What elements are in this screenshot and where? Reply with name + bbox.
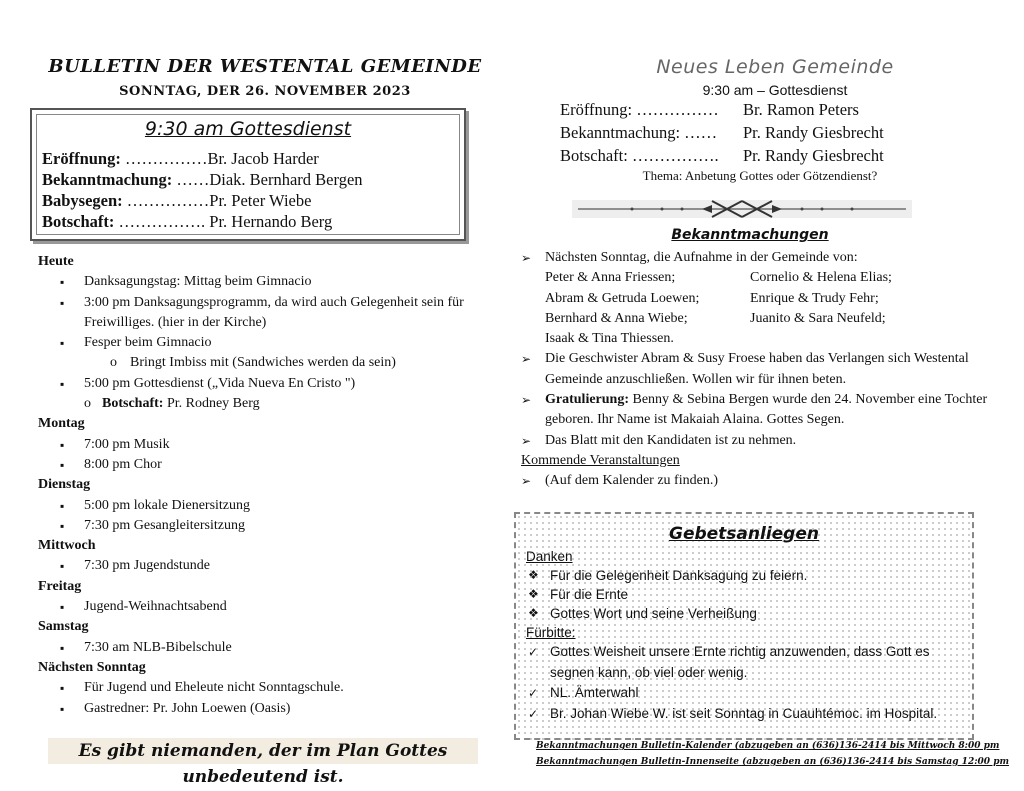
nl-person: Pr. Randy Giesbrecht — [743, 123, 884, 142]
schedule-item: ▪ Gastredner: Pr. John Loewen (Oasis) — [38, 699, 498, 719]
service-label: Babysegen: — [42, 191, 123, 210]
thanks-item: ❖ Für die Gelegenheit Danksagung zu feiern. — [526, 566, 966, 585]
thanks-item: ❖ Gottes Wort und seine Verheißung — [526, 604, 966, 623]
service-row-eroeffnung — [42, 149, 319, 169]
service-person: Pr. Hernando Berg — [205, 212, 333, 231]
events-heading: Kommende Veranstaltungen — [521, 452, 680, 468]
schedule-item: ▪ 7:00 pm Musik — [38, 435, 498, 455]
family-name: Cornelio & Helena Elias; — [750, 270, 892, 286]
schedule-item: ▪ Jugend-Weihnachtsabend — [38, 597, 498, 617]
family-name: Enrique & Trudy Fehr; — [750, 290, 879, 306]
prayer-title: Gebetsanliegen — [669, 524, 819, 544]
family-name: Abram & Getruda Loewen; — [545, 290, 700, 306]
day-heading: Dienstag — [38, 477, 91, 493]
service-heading: 9:30 am Gottesdienst — [144, 118, 352, 140]
nl-role: Eröffnung: …………… — [560, 100, 719, 119]
schedule-subitem: o Bringt Imbiss mit (Sandwiches werden da sein) — [38, 353, 498, 373]
family-name: Bernhard & Anna Wiebe; — [545, 310, 688, 326]
nl-role: Botschaft: ……………. — [560, 146, 719, 165]
schedule-item: ▪ Für Jugend und Eheleute nicht Sonntagschule. — [38, 678, 498, 698]
service-row-bekanntmachung — [42, 170, 363, 190]
motto-banner: Es gibt niemanden, der im Plan Gottes unbedeutend ist. — [48, 738, 478, 764]
day-heading: Mittwoch — [38, 538, 96, 554]
day-heading: Montag — [38, 416, 85, 432]
schedule-item: ▪ 7:30 pm Gesangleitersitzung — [38, 516, 498, 536]
prayer-heading-fuerbitte: Fürbitte: — [526, 625, 576, 640]
announcement-item — [521, 248, 991, 349]
divider-ornament — [572, 198, 912, 220]
weekly-schedule — [38, 252, 498, 719]
subitem-label: Botschaft: — [102, 396, 164, 412]
schedule-item: ▪ 3:00 pm Danksagungsprogramm, da wird auch Gelegenheit sein für Freiwilliges. (hier in der Kirche) — [38, 293, 498, 334]
announcement-item: ➢ (Auf dem Kalender zu finden.) — [521, 471, 991, 491]
announcement-item: ➢ Die Geschwister Abram & Susy Froese haben das Verlangen sich Westental Gemeinde anzuschließen. Wollen wir für ihnen beten. — [521, 349, 991, 390]
day-heading: Samstag — [38, 619, 89, 635]
schedule-item: ▪ 5:00 pm Gottesdienst („Vida Nueva En Cristo ") — [38, 374, 498, 394]
intercession-item: ✓ NL. Ämterwahl — [526, 683, 966, 704]
intercession-item: ✓ Br. Johan Wiebe W. ist seit Sonntag in Cuauhtémoc. im Hospital. — [526, 704, 966, 725]
thanks-item: ❖ Für die Ernte — [526, 585, 966, 604]
service-dots: …………… — [122, 191, 210, 210]
prayer-body — [526, 547, 966, 724]
family-list — [545, 268, 991, 349]
service-row-babysegen — [42, 191, 311, 211]
service-box — [30, 108, 466, 241]
day-heading: Freitag — [38, 578, 82, 594]
announcement-text: Benny & Sebina Bergen wurde den 24. November eine Tochter geboren. Ihr Name ist Makaiah Alaina. Gottes Segen. — [545, 392, 988, 428]
footer-note-calendar: Bekanntmachungen Bulletin-Kalender (abzugeben an (636)136-2414 bis Mittwoch 8:00 pm — [536, 741, 1000, 751]
sermon-theme: Thema: Anbetung Gottes oder Götzendienst? — [642, 168, 878, 183]
service-label: Bekanntmachung: — [42, 170, 173, 189]
family-name: Isaak & Tina Thiessen. — [545, 331, 674, 347]
service-dots: …… — [172, 170, 210, 189]
nl-person: Pr. Randy Giesbrecht — [743, 146, 884, 165]
service-row-botschaft — [42, 212, 332, 232]
schedule-item: ▪ 5:00 pm lokale Dienersitzung — [38, 496, 498, 516]
announcements-title: Bekanntmachungen — [671, 227, 829, 243]
service-person: Br. Jacob Harder — [207, 149, 319, 168]
announcement-item — [521, 390, 991, 431]
nl-row-bekanntmachung — [560, 123, 884, 143]
announcement-item: ➢ Das Blatt mit den Kandidaten ist zu nehmen. — [521, 431, 991, 451]
service-dots: ……………. — [114, 212, 206, 231]
family-name: Peter & Anna Friessen; — [545, 270, 676, 286]
day-heading: Heute — [38, 254, 74, 269]
schedule-item: ▪ Fesper beim Gimnacio — [38, 333, 498, 353]
announcement-label: Gratulierung: — [545, 392, 629, 408]
service-label: Botschaft: — [42, 212, 115, 231]
bulletin-date: SONNTAG, DER 26. NOVEMBER 2023 — [119, 84, 411, 99]
service-label: Eröffnung: — [42, 149, 121, 168]
prayer-box — [514, 512, 974, 740]
intercession-item: ✓ Gottes Weisheit unsere Ernte richtig anzuwenden, dass Gott es segnen kann, ob viel oder wenig. — [526, 642, 966, 683]
nl-row-eroeffnung — [560, 100, 859, 120]
schedule-item: ▪ 7:30 pm Jugendstunde — [38, 556, 498, 576]
prayer-heading-danken: Danken — [526, 549, 573, 564]
service-person: Diak. Bernhard Bergen — [209, 170, 363, 189]
service-time: 9:30 am – Gottesdienst — [702, 82, 848, 98]
announcement-text: ➢ Nächsten Sonntag, die Aufnahme in der Gemeinde von: — [545, 250, 858, 265]
footer-note-inside: Bekanntmachungen Bulletin-Innenseite (abzugeben an (636)136-2414 bis Samstag 12:00 pm — [536, 757, 1010, 767]
second-church-title: Neues Leben Gemeinde — [656, 56, 894, 78]
schedule-item: ▪ 8:00 pm Chor — [38, 455, 498, 475]
service-dots: …………… — [120, 149, 208, 168]
nl-row-botschaft — [560, 146, 884, 166]
schedule-item: ▪ 7:30 am NLB-Bibelschule — [38, 638, 498, 658]
schedule-subitem — [38, 394, 498, 414]
announcements-list — [521, 248, 991, 492]
nl-person: Br. Ramon Peters — [743, 100, 859, 119]
subitem-text: Pr. Rodney Berg — [163, 396, 260, 412]
schedule-item: ▪ Danksagungstag: Mittag beim Gimnacio — [38, 272, 498, 292]
church-title: BULLETIN DER WESTENTAL GEMEINDE — [48, 56, 482, 77]
family-name: Juanito & Sara Neufeld; — [750, 310, 886, 326]
service-person: Pr. Peter Wiebe — [209, 191, 312, 210]
nl-role: Bekanntmachung: …… — [560, 123, 718, 142]
day-heading: Nächsten Sonntag — [38, 659, 146, 675]
